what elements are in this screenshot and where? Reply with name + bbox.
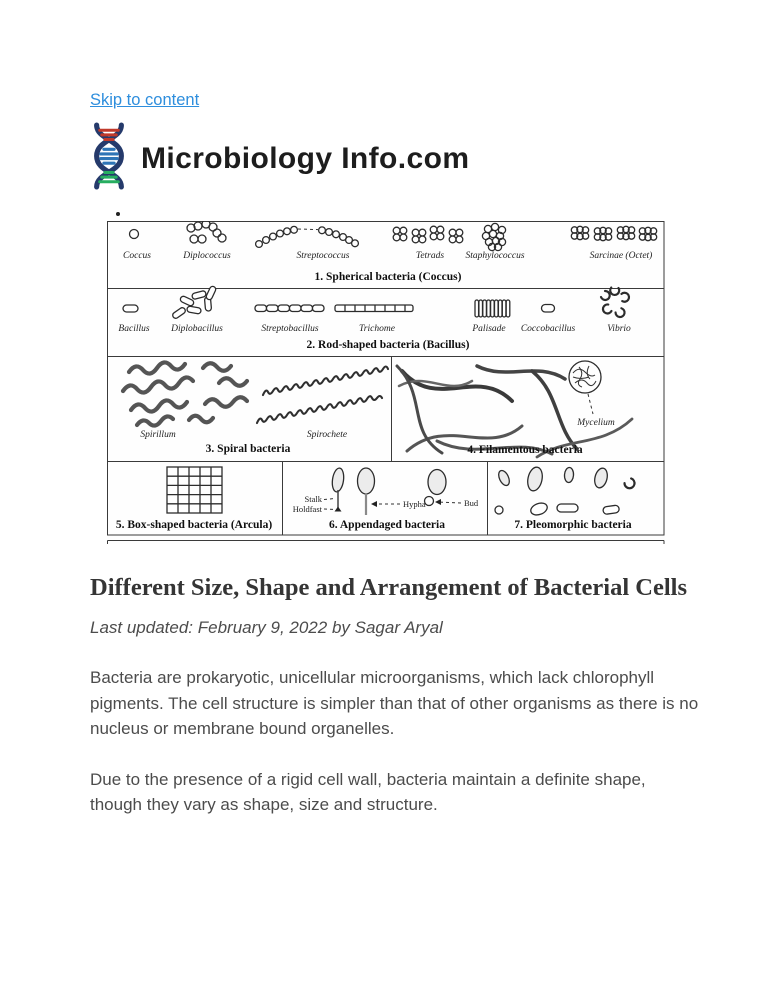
box-grid-drawing bbox=[167, 467, 222, 513]
bacillus-drawing bbox=[123, 305, 138, 312]
figure-caption: 6. Appendaged bacteria bbox=[329, 519, 445, 531]
site-logo[interactable] bbox=[84, 122, 702, 195]
diplococcus-drawing bbox=[187, 221, 226, 243]
bacteria-diagram-svg bbox=[107, 221, 665, 544]
coccobacillus-drawing bbox=[542, 305, 555, 313]
tetrads-drawing bbox=[393, 226, 463, 243]
post-meta: Last updated: February 9, 2022 by Sagar Aryal bbox=[90, 618, 443, 637]
figure-label: Coccus bbox=[123, 251, 151, 261]
staphylococcus-drawing bbox=[482, 223, 505, 250]
page-title: Different Size, Shape and Arrangement of Bacterial Cells bbox=[90, 574, 687, 601]
dna-helix-icon bbox=[84, 122, 134, 195]
figure-label: Spirillum bbox=[140, 430, 176, 440]
figure-label: Tetrads bbox=[415, 251, 445, 261]
figure-label: Mycelium bbox=[577, 418, 615, 428]
diplobacillus-drawing bbox=[172, 285, 217, 319]
coccus-drawing bbox=[130, 230, 139, 239]
figure-label: Coccobacillus bbox=[520, 324, 576, 334]
figure-label: Vibrio bbox=[607, 324, 631, 334]
figure-label: Trichome bbox=[359, 324, 395, 334]
figure-caption: 5. Box-shaped bacteria (Arcula) bbox=[115, 519, 273, 531]
sarcinae-drawing bbox=[571, 226, 656, 240]
figure-label: Staphylococcus bbox=[465, 251, 525, 261]
streptobacillus-drawing bbox=[255, 305, 324, 312]
figure-caption: 1. Spherical bacteria (Coccus) bbox=[314, 271, 462, 283]
figure-label: Bud bbox=[464, 498, 479, 508]
figure-label: Stalk bbox=[304, 494, 322, 504]
figure-label: Spirochete bbox=[306, 430, 348, 440]
vibrio-drawing bbox=[601, 285, 631, 319]
figure-label: Hypha bbox=[403, 499, 426, 509]
figure-label: Palisade bbox=[472, 324, 506, 334]
trichome-drawing bbox=[335, 305, 413, 312]
site-name: Microbiology Info.com bbox=[141, 141, 470, 175]
figure-label: Streptococcus bbox=[296, 251, 350, 261]
paragraph-1: Bacteria are prokaryotic, unicellular microorganisms, which lack chlorophyll pigments. The cell structure is simpler than that of other organisms as there is no nucleus or membrane bound organelles. bbox=[90, 668, 699, 738]
figure-caption: 2. Rod-shaped bacteria (Bacillus) bbox=[306, 339, 470, 351]
appendaged-drawing bbox=[324, 467, 461, 515]
nav-bullet bbox=[116, 212, 120, 216]
figure-label: Bacillus bbox=[118, 324, 150, 334]
pleomorphic-drawing bbox=[495, 466, 636, 517]
nav-list bbox=[90, 212, 702, 218]
filamentous-drawing bbox=[397, 361, 632, 457]
streptococcus-drawing bbox=[256, 226, 359, 247]
figure-label: Diplobacillus bbox=[171, 324, 223, 334]
paragraph-2: Due to the presence of a rigid cell wall, bacteria maintain a definite shape, though they vary as shape, size and structure. bbox=[90, 769, 646, 814]
bacteria-shapes-figure bbox=[107, 221, 702, 544]
skip-to-content-link[interactable]: Skip to content bbox=[90, 91, 200, 109]
palisade-drawing bbox=[475, 300, 510, 317]
figure-label: Diplococcus bbox=[183, 251, 231, 261]
figure-label: Holdfast bbox=[292, 504, 322, 514]
spirillum-drawing bbox=[123, 362, 247, 425]
spirochete-drawing bbox=[257, 367, 388, 424]
figure-caption: 7. Pleomorphic bacteria bbox=[514, 519, 632, 531]
figure-label: Streptobacillus bbox=[261, 324, 319, 334]
figure-caption: 4. Filamentous bacteria bbox=[467, 444, 583, 456]
figure-caption: 3. Spiral bacteria bbox=[205, 443, 291, 455]
figure-label: Sarcinae (Octet) bbox=[589, 251, 653, 261]
